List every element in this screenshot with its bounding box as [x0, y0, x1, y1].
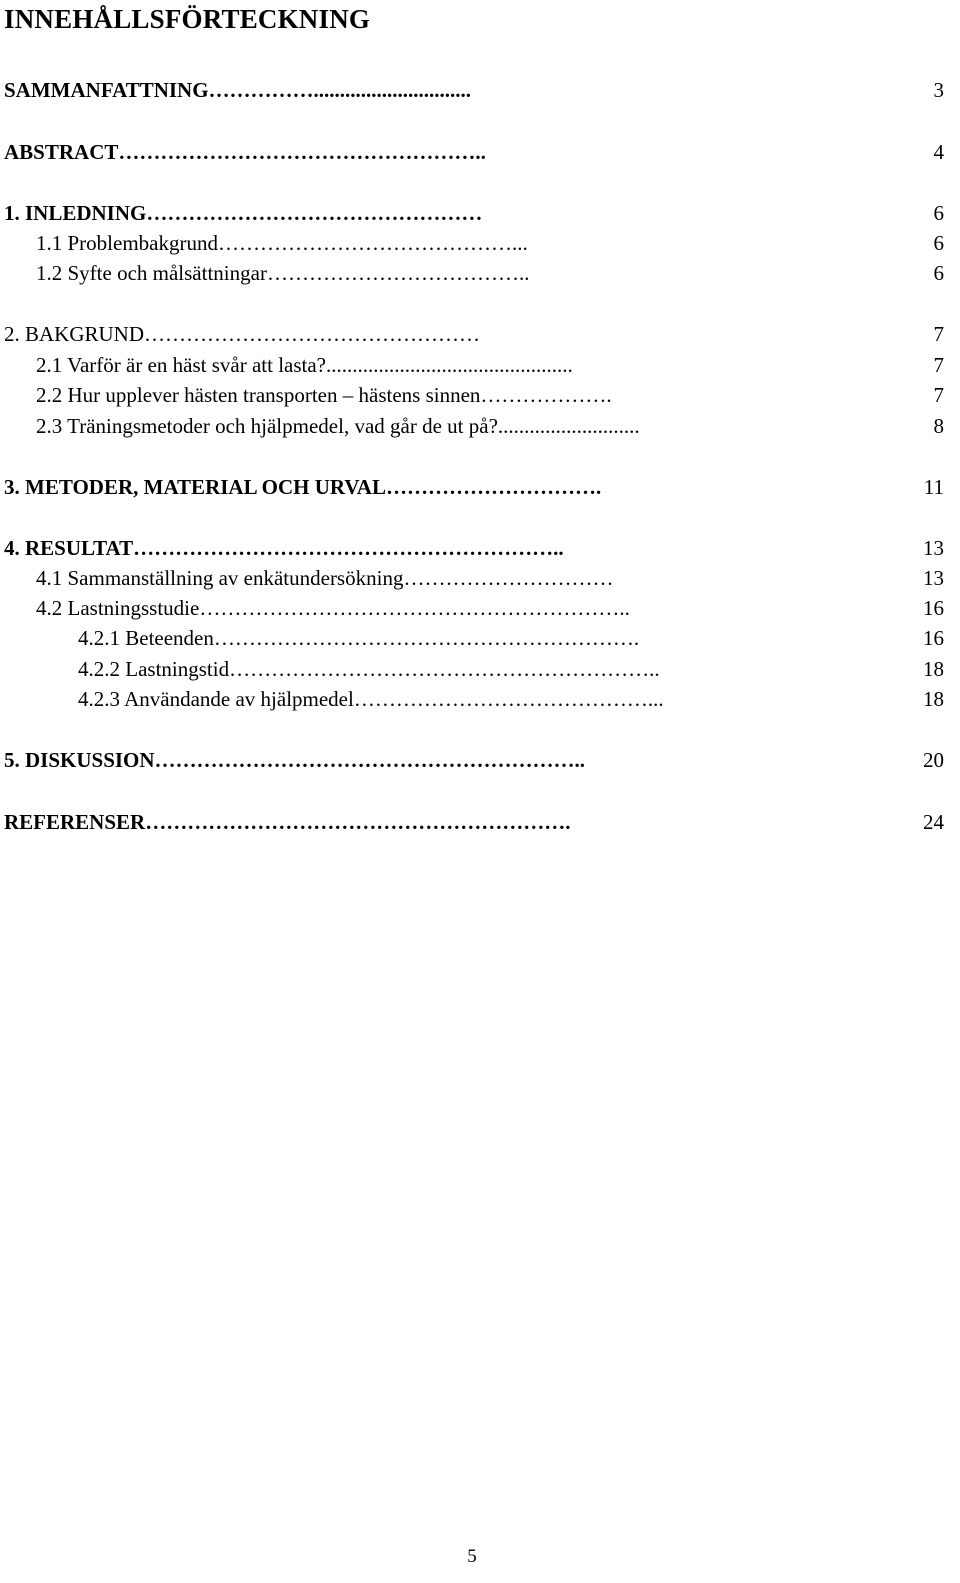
toc-entry-sammanfattning[interactable] [4, 76, 944, 104]
toc-entry-page: 8 [933, 414, 944, 438]
toc-entry-label: 4. RESULTAT…………………………………………………….. [4, 536, 564, 560]
toc-entry-page: 7 [933, 322, 944, 346]
toc-entry-problembakgrund[interactable] [4, 229, 944, 257]
toc-entry-page: 7 [933, 353, 944, 377]
toc-entry-page: 13 [923, 536, 944, 560]
toc-entry-page: 13 [923, 566, 944, 590]
toc-entry-label: 3. METODER, MATERIAL OCH URVAL…………………………. [4, 475, 602, 499]
toc-entry-page: 20 [923, 748, 944, 772]
toc-entry-page: 6 [933, 201, 944, 225]
toc-entry-label: 2.1 Varför är en häst svår att lasta?............................................... [36, 353, 573, 377]
toc-entry-referenser[interactable] [4, 808, 944, 836]
toc-entry-page: 16 [923, 626, 944, 650]
toc-entry-label: ABSTRACT…………………………………………….. [4, 140, 486, 164]
toc-entry-beteenden[interactable] [4, 624, 944, 652]
toc-entry-label: REFERENSER……………………………………………………. [4, 810, 571, 834]
toc-entry-page: 6 [933, 231, 944, 255]
toc-entry-varfor-svar-att-lasta[interactable] [4, 351, 944, 379]
toc-entry-label: 1.1 Problembakgrund……………………………………... [36, 231, 528, 255]
toc-entry-abstract[interactable] [4, 138, 944, 166]
toc-entry-diskussion[interactable] [4, 746, 944, 774]
toc-entry-label: 5. DISKUSSION…………………………………………………….. [4, 748, 586, 772]
toc-entry-label: 4.2.2 Lastningstid…………………………………………………….. [78, 657, 660, 681]
toc-entry-label: 2. BAKGRUND………………………………………… [4, 322, 481, 346]
toc-entry-inledning[interactable] [4, 199, 944, 227]
toc-entry-page: 16 [923, 596, 944, 620]
toc-entry-label: SAMMANFATTNING…………….............................. [4, 78, 472, 102]
toc-entry-page: 11 [923, 475, 944, 499]
toc-heading: INNEHÅLLSFÖRTECKNING [4, 4, 371, 34]
toc-entry-hur-upplever-hasten[interactable] [4, 381, 944, 409]
toc-entry-anvandande-hjalpmedel[interactable] [4, 685, 944, 713]
toc-entry-lastningsstudie[interactable] [4, 594, 944, 622]
toc-entry-label: 4.2.1 Beteenden……………………………………………………. [78, 626, 640, 650]
toc-entry-page: 4 [933, 140, 944, 164]
toc-entry-label: 4.2.3 Användande av hjälpmedel……………………………………... [78, 687, 664, 711]
toc-entry-page: 6 [933, 261, 944, 285]
toc-entry-label: 4.2 Lastningsstudie…………………………………………………….. [36, 596, 630, 620]
toc-entry-traningsmetoder[interactable] [4, 412, 944, 440]
toc-entry-metoder[interactable] [4, 473, 944, 501]
toc-entry-label: 4.1 Sammanställning av enkätundersökning………………………… [36, 566, 614, 590]
toc-entry-label: 2.3 Träningsmetoder och hjälpmedel, vad går de ut på?........................... [36, 414, 640, 438]
toc-entry-label: 2.2 Hur upplever hästen transporten – hästens sinnen………………. [36, 383, 612, 407]
toc-entry-page: 18 [923, 657, 944, 681]
toc-entry-label: 1.2 Syfte och målsättningar……………………………….. [36, 261, 530, 285]
toc-entry-page: 24 [923, 810, 944, 834]
page-number: 5 [467, 1546, 477, 1567]
toc-entry-syfte[interactable] [4, 259, 944, 287]
toc-entry-label: 1. INLEDNING………………………………………… [4, 201, 483, 225]
toc-entry-lastningstid[interactable] [4, 655, 944, 683]
toc-entry-resultat[interactable] [4, 534, 944, 562]
toc-entry-sammanstallning[interactable] [4, 564, 944, 592]
toc-entry-bakgrund[interactable] [4, 320, 944, 348]
toc-entry-page: 3 [933, 78, 944, 102]
toc-entry-page: 7 [933, 383, 944, 407]
toc-entry-page: 18 [923, 687, 944, 711]
